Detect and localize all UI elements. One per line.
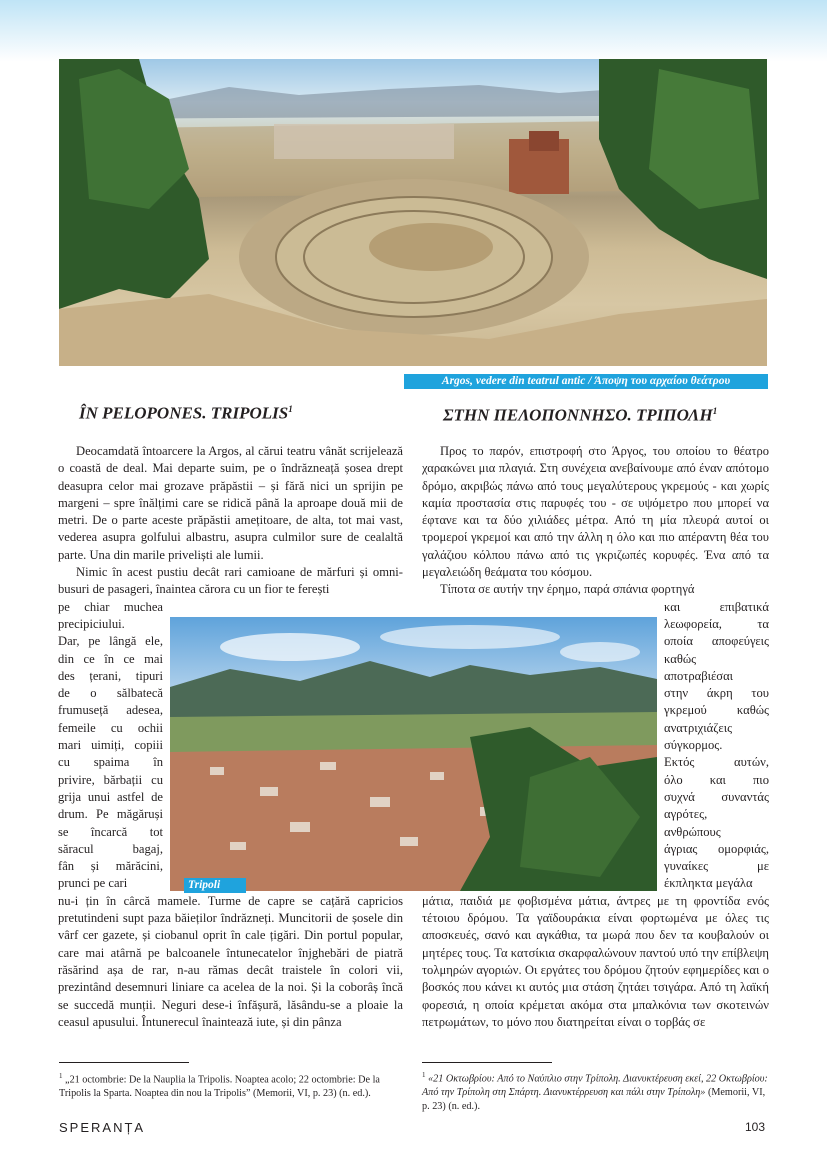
greek-wrap-line: όλο και πιο [664,772,769,787]
greek-footnote-mark: 1 [422,1071,426,1079]
greek-wrapped-lines [664,599,769,893]
greek-paragraph-2-rest: μάτια, παιδιά με φοβισμένα μάτια, άντρες με τη φροντίδα ενός τέτοιου δρόμου. Τα γαϊδουράκια είναι φορτωμένα με όλες τις αποσκευές, σανό και αγκάθια, τα μωρά που δεν τα κουβαλούν οι μητέρες τους. Τα κατσίκια σκαρφαλώνουν παντού υπό την επίβλεψη τολμηρών αγοριών. Οι εργάτες του δρόμου ζητούν εφημερίδες και ο βοσκός που κάνει κι αυτός μια στάση ζητάει τσιγάρα. Από τη λαϊκή φορεσιά, η οποία κρέμεται ακόμα στα μπαλκόνια των σκοτεινών πετρωμάτων, το μόνο που διατηρείται είναι ο τορβάς σε [422,893,769,1029]
romanian-title-text: ÎN PELOPONES. TRIPOLIS [79,403,289,423]
magazine-name: SPERANȚA [59,1120,146,1135]
romanian-wrap-line: femeile cu ochii [58,720,163,735]
greek-footnote-quote: «21 Οκτωβρίου: Από το Ναύπλιο στην Τρίπολη. Διανυκτέρευση εκεί, 22 Οκτωβρίου: Από την Τρίπολη στη Σπάρτη. Διανυκτέρρευση και πάλι στην Τρίπολη» [422,1073,768,1099]
romanian-wrap-line: mari uimiți, copiii [58,738,163,753]
romanian-wrap-line: des țerani, tipuri [58,668,163,683]
greek-wrap-line: σύγκορμος. [664,738,723,753]
greek-wrap-line: άγριας ομορφιάς, [664,841,769,856]
romanian-paragraph-2-rest: nu-i țin în cârcă mamele. Turme de capre se cațără capricios pretutindeni supt paza băieților îndrăzneți. Muncitorii de șosele din vârf cer gazete, și ciobanul oprit în cale țigări. Din portul popular, care mai atârnă pe balcoanele întunecatelor înjghebări de piatră răsărind așa de rar, n-au rămas decât traistele în colori vii, prezintând desemnuri liniare ca acelea de la noi. Și la coborâș încă se succedă munții. Neguri dese-i înfășură, lăsându-se a ploaie la ceasul apusului. Întunerecul înaintează iute, și din pânza [58,893,403,1029]
greek-wrap-line: ανθρώπους [664,824,721,839]
greek-title-text: ΣΤΗΝ ΠΕΛΟΠΟΝΝΗΣΟ. ΤΡΙΠΟΛΗ [443,405,713,425]
argos-photo-caption: Argos, vedere din teatrul antic / Άποψη του αρχαίου θεάτρου [404,374,768,389]
greek-wrap-line: λεωφορεία, τα [664,616,769,631]
romanian-paragraph-2-start: Nimic în acest pustiu decât rari camioane de mărfuri și omni- busuri de pasageri, înaintea cărora cu un fior te ferești [58,565,403,597]
romanian-footnote-mark: 1 [59,1072,63,1080]
greek-wrap-line: αγρότες, [664,807,708,822]
romanian-wrap-line: din ce în ce mai [58,651,163,666]
greek-footnote-rule [422,1062,552,1063]
greek-wrap-line: συχνά συναντάς [664,789,769,804]
romanian-wrap-line: prunci pe cari [58,876,128,891]
romanian-wrap-line: precipiciului. [58,616,125,631]
greek-wrap-line: γυναίκες με [664,859,769,874]
greek-wrap-line: ανατριχιάζεις [664,720,733,735]
romanian-wrap-line: frumuseță adesea, [58,703,163,718]
greek-title-footnote-mark: 1 [712,406,718,416]
romanian-footnote-rule [59,1062,189,1063]
header-gradient-band [0,0,827,62]
romanian-wrap-line: fân și mărăcini, [58,859,163,874]
page-number: 103 [745,1120,766,1134]
argos-theatre-photo [59,59,767,366]
greek-footnote [422,1068,768,1114]
tripoli-photo-caption: Tripoli [184,878,246,893]
romanian-wrap-line: drum. Pe măgăruși [58,807,163,822]
romanian-wrap-line: privire, bărbații cu [58,772,163,787]
greek-paragraph-1: Προς το παρόν, επιστροφή στο Άργος, του οποίου το θέατρο χαρακώνει μια πλαγιά. Στη συνέχεια ανεβαίνουμε από έναν απότομο δρόμο, ακριβώς πάνω από τους μεγαλύτερους γκρεμούς - και χωρίς καμία προστασία στις παρυφές του - σε υψόμετρο που μπορεί να έφτανε και τα δύο χιλιάδες μέτρα. Από τη μία πλευρά αυτοί οι τρομεροί γκρεμοί και από την άλλη η όλο και πιο απέραντη θέα του γαλάζιου κόλπου πάνω από τις γκριζωπές κορυφές. Ένα από τα μεγαλειώδη θεάματα του κόσμου. [422,444,769,580]
greek-wrap-line: Εκτός αυτών, [664,755,769,770]
greek-wrap-line: οποία αποφεύγεις [664,634,769,649]
greek-wrap-line: γκρεμού καθώς [664,703,769,718]
romanian-wrap-line: cu spaima în [58,755,163,770]
romanian-wrap-line: Dar, pe lângă ele, [58,634,163,649]
romanian-wrap-line: săracul bagaj, [58,841,163,856]
greek-footnote-source: (Memorii, VI, p. 23) (n. ed.). [422,1087,766,1113]
greek-section-title [443,401,717,426]
tripoli-photo [170,617,657,891]
greek-wrap-line: και επιβατικά [664,599,769,614]
romanian-paragraph-1: Deocamdată întoarcere la Argos, al cărui teatru vânăt scrijelează o coastă de deal. Mai departe suim, pe o îndrăzneață șosea drept deasupra celor mai grozave prăpăstii – și fără nici un sprijin pe margeni – spre înălțimi care se ridică până la aproape două mii de metri. De o parte aceste prăpăstii amețitoare, de alta, tot mai vast, vederea asupra golfului albastru, asupra culmilor sure de cealaltă parte. Una din marile priveliști ale lumii. [58,444,403,562]
greek-wrap-line: αποτραβιέσαι [664,668,734,683]
romanian-wrap-line: pe chiar muchea [58,599,163,614]
romanian-title-footnote-mark: 1 [288,404,293,414]
romanian-wrap-line: se încarcă tot [58,824,163,839]
greek-wrap-line: καθώς [664,651,697,666]
romanian-wrap-line: de o sălbatecă [58,686,163,701]
romanian-footnote-text: „21 octombrie: De la Nauplia la Tripolis. Noaptea acolo; 22 octombrie: De la Tripolis la Sparta. Noaptea din nou la Tripolis” (Memorii, VI, p. 23) (n. ed.). [59,1074,380,1100]
romanian-wrap-line: grija unui astfel de [58,789,163,804]
romanian-section-title [79,399,293,424]
romanian-footnote [59,1069,404,1101]
greek-wrap-line: στην άκρη του [664,686,769,701]
romanian-wrapped-lines [58,599,163,893]
greek-paragraph-2-start: Τίποτα σε αυτήν την έρημο, παρά σπάνια φορτηγά [440,582,695,597]
greek-wrap-line: έκπληκτα μεγάλα [664,876,753,891]
